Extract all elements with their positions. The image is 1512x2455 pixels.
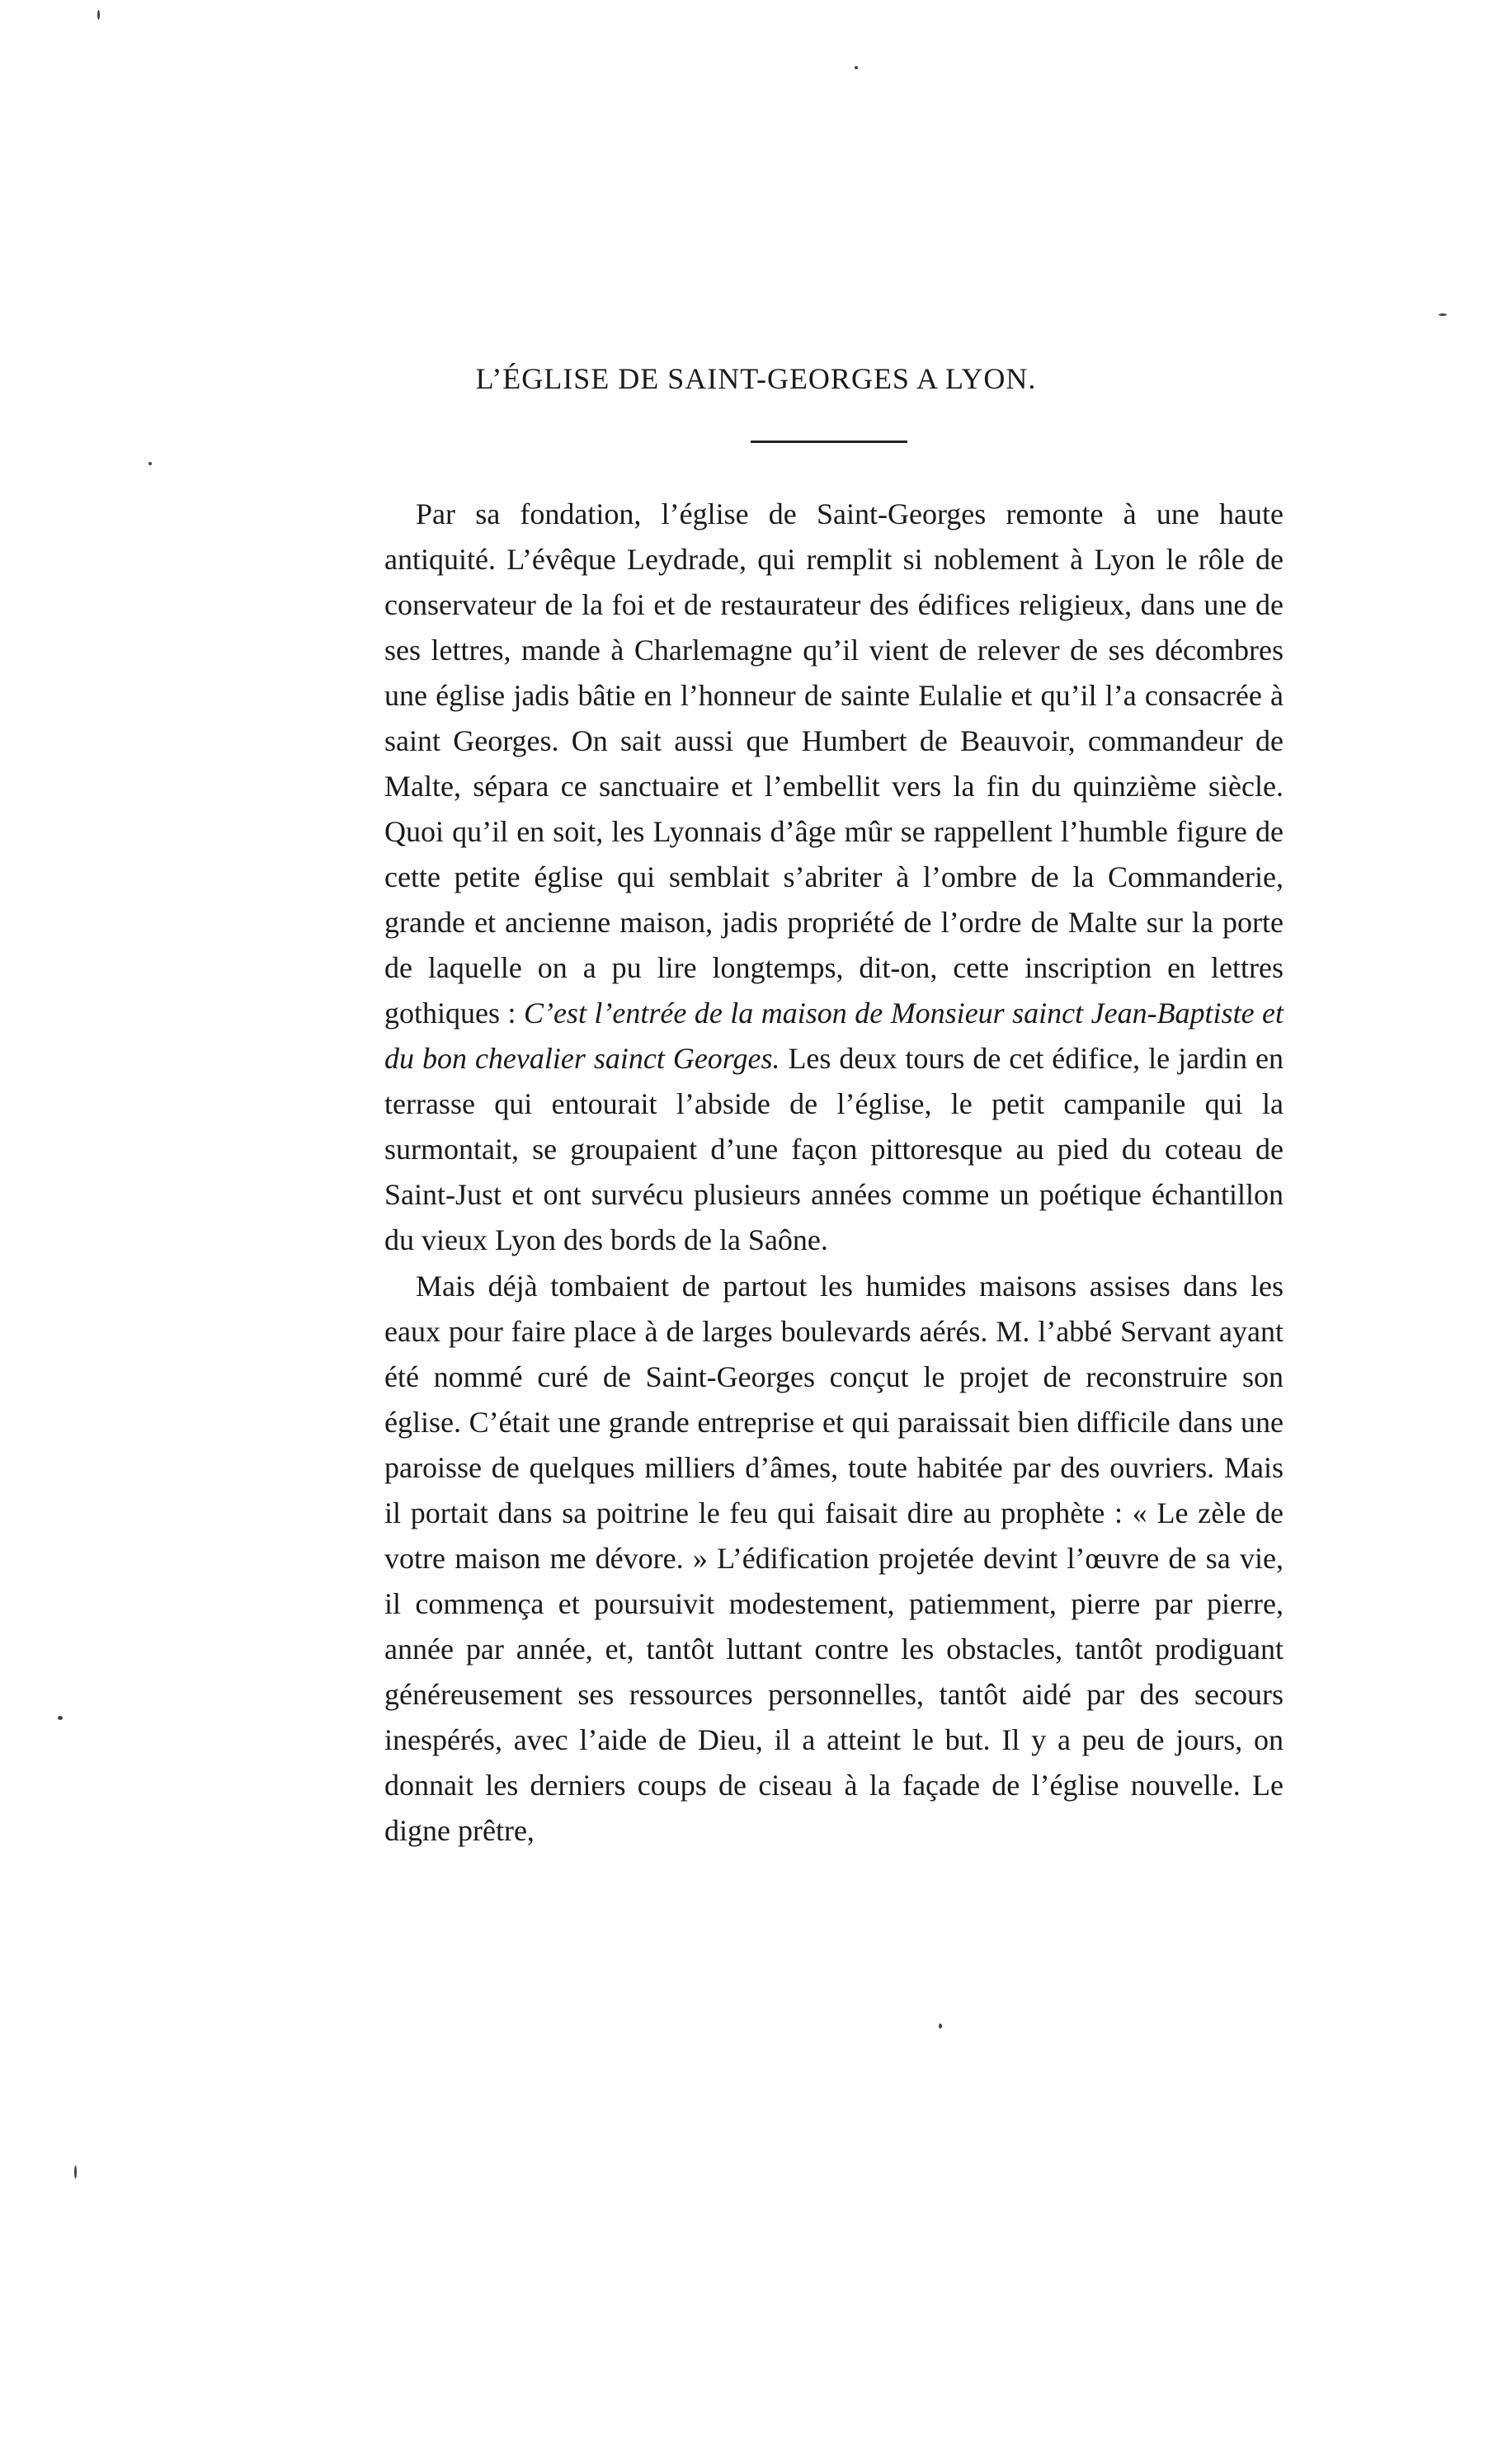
scan-speck: [939, 2024, 942, 2029]
paragraph-2: [384, 1264, 1284, 1854]
scan-speck: [74, 2165, 77, 2179]
paragraph-2-text: Mais déjà tombaient de partout les humides maisons assises dans les eaux pour faire place à de larges boulevards aérés. M. l’abbé Servant ayant été nommé curé de Saint-Georges conçut le projet de reconstruire son église. C’était une grande entreprise et qui paraissait bien difficile dans une paroisse de quelques milliers d’âmes, toute habitée par des ouvriers. Mais il portait dans sa poitrine le feu qui faisait dire au prophète : « Le zèle de votre maison me dévore. » L’édification projetée devint l’œuvre de sa vie, il commença et poursuivit modestement, patiemment, pierre par pierre, année par année, et, tantôt luttant contre les obstacles, tantôt prodiguant généreusement ses ressources personnelles, tantôt aidé par des secours inespérés, avec l’aide de Dieu, il a atteint le but. Il y a peu de jours, on donnait les derniers coups de ciseau à la façade de l’église nouvelle. Le digne prêtre,: [384, 1270, 1284, 1847]
scan-speck: [1439, 313, 1447, 316]
paragraph-1: [384, 492, 1284, 1263]
scan-speck: [148, 462, 152, 465]
body-text: [384, 492, 1284, 1854]
scan-speck: [58, 1716, 63, 1720]
paragraph-1-text-end: Les deux tours de cet édifice, le jardin en terrasse qui entourait l’abside de l’église, le petit campanile qui la surmontait, se groupaient d’une façon pittoresque au pied du coteau de Saint-Just et ont survécu plusieurs années comme un poétique échantillon du vieux Lyon des bords de la Saône.: [384, 1042, 1284, 1256]
paragraph-1-inscription: C’est l’entrée de la maison de Monsieur sainct Jean-Baptiste et du bon chevalier sainct Georges.: [384, 997, 1284, 1075]
scan-speck: [97, 10, 100, 20]
title-rule: [751, 441, 907, 443]
page-title: L’ÉGLISE DE SAINT-GEORGES A LYON.: [475, 362, 1037, 395]
paragraph-1-text: Par sa fondation, l’église de Saint-Georges remonte à une haute antiquité. L’évêque Leydrade, qui remplit si noblement à Lyon le rôle de conservateur de la foi et de restaurateur des édifices religieux, dans une de ses lettres, mande à Charlemagne qu’il vient de relever de ses décombres une église jadis bâtie en l’honneur de sainte Eulalie et qu’il l’a consacrée à saint Georges. On sait aussi que Humbert de Beauvoir, commandeur de Malte, sépara ce sanctuaire et l’embellit vers la fin du quinzième siècle. Quoi qu’il en soit, les Lyonnais d’âge mûr se rappellent l’humble figure de cette petite église qui semblait s’abriter à l’ombre de la Commanderie, grande et ancienne maison, jadis propriété de l’ordre de Malte sur la porte de laquelle on a pu lire longtemps, dit-on, cette inscription en lettres gothiques :: [384, 497, 1284, 1030]
scan-speck: [855, 66, 858, 69]
